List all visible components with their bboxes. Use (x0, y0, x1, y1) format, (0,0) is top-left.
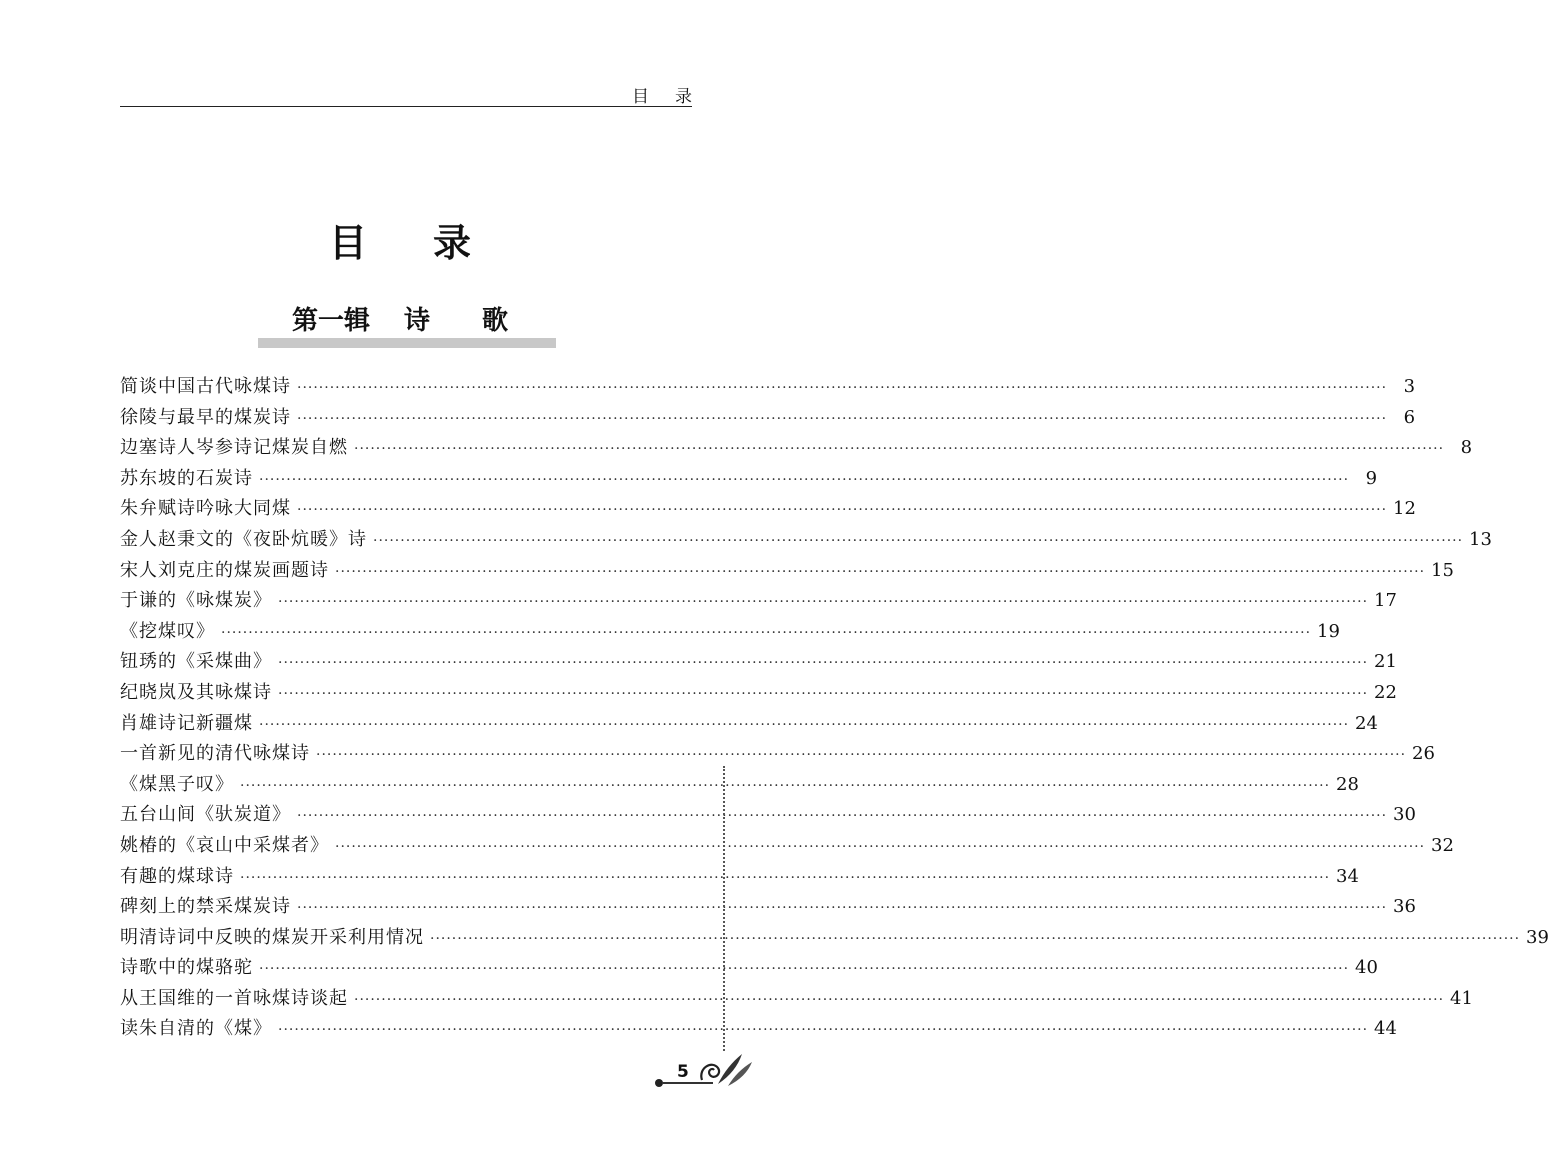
toc-entry-page: 32 (1431, 834, 1454, 856)
toc-leader-dots: ········································································································································································································ (278, 655, 1369, 672)
toc-entry-title: 一首新见的清代咏煤诗 (120, 743, 310, 765)
toc-leader-dots: ········································································································································································································ (335, 838, 1426, 855)
toc-entry-page: 39 (1526, 926, 1549, 948)
toc-leader-dots: ········································································································································································································ (240, 869, 1331, 886)
toc-entry[interactable] (120, 739, 1435, 770)
toc-entry[interactable] (120, 525, 1492, 556)
toc-leader-dots: ········································································································································································································ (278, 594, 1369, 611)
toc-entry-page: 22 (1374, 681, 1397, 703)
running-header-title: 目录 (632, 87, 718, 107)
toc-leader-dots: ········································································································································································································ (259, 961, 1350, 978)
toc-entry-page: 6 (1403, 406, 1416, 428)
toc-entry-title: 纪晓岚及其咏煤诗 (120, 681, 272, 703)
toc-entry[interactable] (120, 647, 1397, 678)
toc-entry[interactable] (120, 556, 1454, 587)
toc-entry-page: 17 (1374, 590, 1397, 612)
toc-entry[interactable] (120, 831, 1454, 862)
toc-entry-page: 34 (1336, 865, 1359, 887)
toc-entry[interactable] (120, 1014, 1397, 1045)
toc-entry[interactable] (120, 617, 1340, 648)
section-name: 诗歌 (404, 306, 561, 336)
toc-entry-page: 36 (1393, 896, 1416, 918)
side-dotted-line (723, 766, 725, 1051)
toc-entry-page: 24 (1355, 712, 1378, 734)
section-underline-bar (258, 338, 556, 348)
toc-leader-dots: ········································································································································································································ (373, 532, 1464, 549)
toc-entry[interactable] (120, 464, 1378, 495)
toc-entry[interactable] (120, 862, 1359, 893)
section-heading (0, 300, 800, 337)
toc-leader-dots: ········································································································································································································ (297, 900, 1388, 917)
toc-entry-title: 朱弁赋诗吟咏大同煤 (120, 498, 291, 520)
toc-entry-page: 19 (1317, 620, 1340, 642)
toc-entry-page: 21 (1374, 651, 1397, 673)
toc-entry-page: 12 (1393, 498, 1416, 520)
toc-leader-dots: ········································································································································································································ (430, 930, 1521, 947)
toc-entry-page: 9 (1365, 467, 1378, 489)
toc-leader-dots: ········································································································································································································ (278, 685, 1369, 702)
toc-entry-title: 碑刻上的禁采煤炭诗 (120, 896, 291, 918)
toc-entry-page: 15 (1431, 559, 1454, 581)
toc-entry-title: 于谦的《咏煤炭》 (120, 590, 272, 612)
toc-leader-dots: ········································································································································································································ (354, 991, 1445, 1008)
toc-entry[interactable] (120, 372, 1416, 403)
toc-entry-title: 简谈中国古代咏煤诗 (120, 376, 291, 397)
section-part-label: 第一辑 (291, 306, 370, 336)
toc-entry-title: 明清诗词中反映的煤炭开采利用情况 (120, 926, 424, 948)
toc-entry[interactable] (120, 586, 1397, 617)
toc-leader-dots: ········································································································································································································ (240, 777, 1331, 794)
swirl-leaf-icon (698, 1050, 754, 1090)
table-of-contents (120, 372, 1549, 1045)
toc-entry[interactable] (120, 923, 1549, 954)
footer-dot (655, 1079, 663, 1087)
toc-leader-dots: ········································································································································································································ (354, 441, 1445, 458)
toc-leader-dots: ········································································································································································································ (335, 563, 1426, 580)
toc-leader-dots: ········································································································································································································ (297, 502, 1388, 519)
toc-entry[interactable] (120, 433, 1473, 464)
toc-entry-page: 28 (1336, 773, 1359, 795)
toc-entry-page: 3 (1403, 376, 1416, 397)
toc-entry-title: 姚椿的《哀山中采煤者》 (120, 834, 329, 856)
toc-entry-title: 钮琇的《采煤曲》 (120, 651, 272, 673)
toc-entry-title: 边塞诗人岑参诗记煤炭自燃 (120, 437, 348, 459)
toc-leader-dots: ········································································································································································································ (259, 716, 1350, 733)
toc-entry-page: 30 (1393, 804, 1416, 826)
toc-leader-dots: ········································································································································································································ (316, 747, 1407, 764)
toc-entry[interactable] (120, 403, 1416, 434)
toc-entry-title: 肖雄诗记新疆煤 (120, 712, 253, 734)
toc-leader-dots: ········································································································································································································ (221, 624, 1312, 641)
page-number: 5 (677, 1062, 689, 1082)
toc-entry-title: 金人赵秉文的《夜卧炕暖》诗 (120, 528, 367, 550)
toc-entry-title: 《煤黑子叹》 (120, 773, 234, 795)
toc-entry-title: 五台山间《驮炭道》 (120, 804, 291, 826)
toc-entry-title: 苏东坡的石炭诗 (120, 467, 253, 489)
toc-leader-dots: ········································································································································································································ (297, 380, 1388, 396)
toc-leader-dots: ········································································································································································································ (259, 471, 1350, 488)
toc-entry[interactable] (120, 770, 1359, 801)
toc-entry-page: 26 (1412, 743, 1435, 765)
page-title: 目录 (328, 220, 537, 265)
toc-entry-title: 从王国维的一首咏煤诗谈起 (120, 987, 348, 1009)
toc-entry-page: 13 (1469, 528, 1492, 550)
toc-entry[interactable] (120, 892, 1416, 923)
toc-entry-page: 8 (1460, 437, 1473, 459)
toc-entry-title: 宋人刘克庄的煤炭画题诗 (120, 559, 329, 581)
toc-leader-dots: ········································································································································································································ (297, 410, 1388, 427)
toc-leader-dots: ········································································································································································································ (297, 808, 1388, 825)
toc-entry[interactable] (120, 678, 1397, 709)
running-header (120, 82, 718, 107)
toc-entry-page: 41 (1450, 987, 1473, 1009)
toc-leader-dots: ········································································································································································································ (278, 1022, 1369, 1039)
toc-entry[interactable] (120, 494, 1416, 525)
toc-entry-title: 有趣的煤球诗 (120, 865, 234, 887)
toc-entry-page: 44 (1374, 1018, 1397, 1040)
toc-entry[interactable] (120, 800, 1416, 831)
toc-entry[interactable] (120, 984, 1473, 1015)
toc-entry-title: 读朱自清的《煤》 (120, 1018, 272, 1040)
toc-entry-title: 徐陵与最早的煤炭诗 (120, 406, 291, 428)
toc-entry-title: 诗歌中的煤骆驼 (120, 957, 253, 979)
toc-entry[interactable] (120, 709, 1378, 740)
toc-entry-title: 《挖煤叹》 (120, 620, 215, 642)
toc-entry-page: 40 (1355, 957, 1378, 979)
toc-entry[interactable] (120, 953, 1378, 984)
